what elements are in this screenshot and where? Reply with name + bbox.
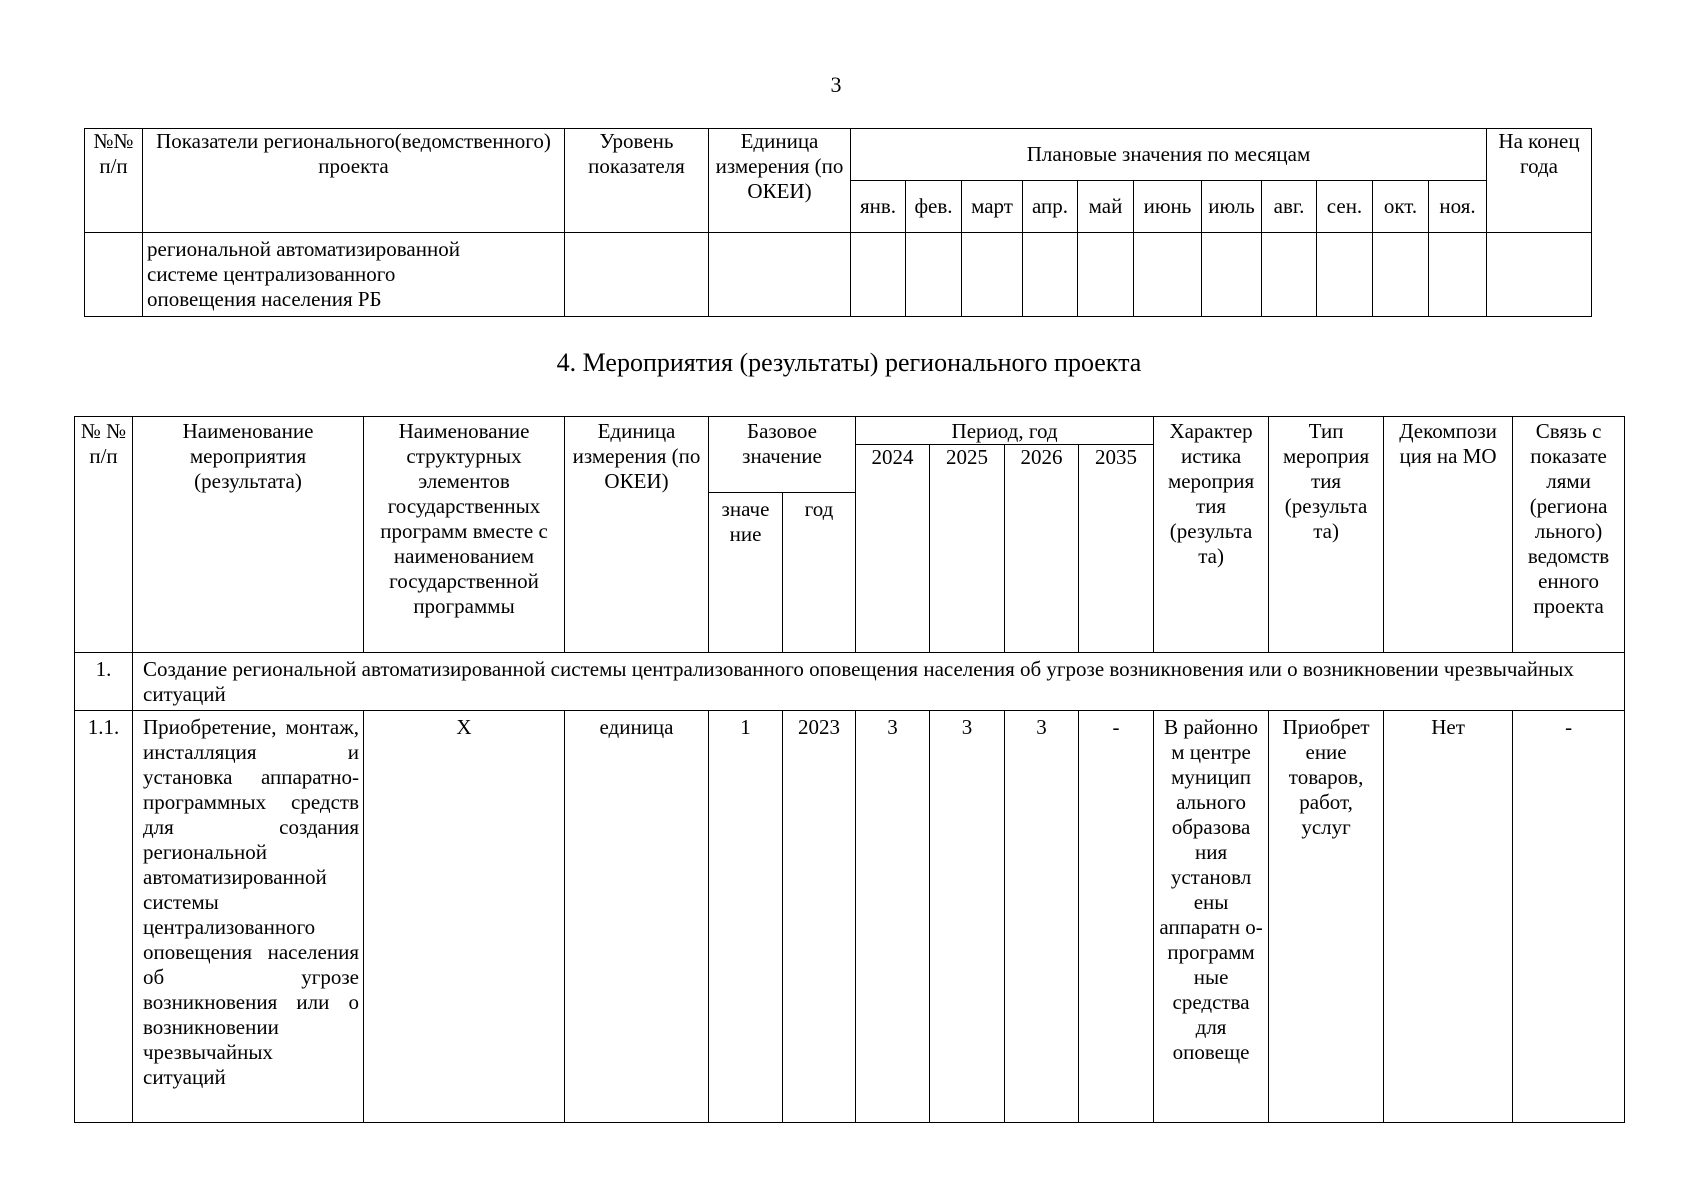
month-header: сен. bbox=[1317, 181, 1373, 233]
month-header: май bbox=[1078, 181, 1134, 233]
month-header: авг. bbox=[1262, 181, 1317, 233]
header-year: 2035 bbox=[1079, 445, 1154, 653]
month-header: июль bbox=[1202, 181, 1262, 233]
header-indicator: Показатели регионального(ведомственного) проекта bbox=[143, 129, 565, 233]
month-header: янв. bbox=[851, 181, 906, 233]
header-year: 2024 bbox=[856, 445, 930, 653]
section-text: Создание региональной автоматизированной системы централизованного оповещения населения об угрозе возникновения или о возникновении чрезвычайных ситуаций bbox=[133, 653, 1625, 711]
base-year-cell: 2023 bbox=[783, 711, 856, 1123]
unit-cell: единица bbox=[565, 711, 709, 1123]
row-num: 1.1. bbox=[75, 711, 133, 1123]
header-level: Уровень показателя bbox=[565, 129, 709, 233]
table-row bbox=[85, 233, 1592, 317]
header-structural: Наименование структурных элементов государственных программ вместе с наименованием государственной программы bbox=[364, 417, 565, 653]
section-row bbox=[75, 653, 1625, 711]
page-number: 3 bbox=[830, 72, 842, 97]
header-num: №№ п/п bbox=[85, 129, 143, 233]
type-cell: Приобрет ение товаров, работ, услуг bbox=[1269, 711, 1384, 1123]
header-name: Наименование мероприятия (результата) bbox=[133, 417, 364, 653]
activities-table bbox=[74, 416, 1625, 1123]
header-year: 2025 bbox=[930, 445, 1005, 653]
table-row bbox=[75, 711, 1625, 1123]
base-value-cell: 1 bbox=[709, 711, 783, 1123]
value-2025: 3 bbox=[930, 711, 1005, 1123]
indicator-cell: региональной автоматизированной системе централизованного оповещения населения РБ bbox=[143, 233, 565, 317]
month-header: ноя. bbox=[1429, 181, 1487, 233]
section-title: 4. Мероприятия (результаты) регионального проекта bbox=[556, 348, 1142, 377]
structural-cell: X bbox=[364, 711, 565, 1123]
value-2026: 3 bbox=[1005, 711, 1079, 1123]
month-header: апр. bbox=[1023, 181, 1078, 233]
header-num: № № п/п bbox=[75, 417, 133, 653]
month-header: март bbox=[962, 181, 1023, 233]
characteristic-cell: В районно м центре муницип ального образова ния установл ены аппаратн о-программ ные средства для оповеще bbox=[1154, 711, 1269, 1123]
header-year: 2026 bbox=[1005, 445, 1079, 653]
header-characteristic: Характер истика мероприя тия (результа та) bbox=[1154, 417, 1269, 653]
decomposition-cell: Нет bbox=[1384, 711, 1513, 1123]
header-link: Связь с показате лями (региона льного) ведомств енного проекта bbox=[1513, 417, 1625, 653]
month-header: июнь bbox=[1134, 181, 1202, 233]
month-header: окт. bbox=[1373, 181, 1429, 233]
link-cell: - bbox=[1513, 711, 1625, 1123]
header-plan: Плановые значения по месяцам bbox=[851, 129, 1487, 181]
header-year-end: На конец года bbox=[1487, 129, 1592, 233]
header-type: Тип мероприя тия (результа та) bbox=[1269, 417, 1384, 653]
header-period: Период, год bbox=[856, 417, 1154, 445]
month-header: фев. bbox=[906, 181, 962, 233]
header-unit: Единица измерения (по ОКЕИ) bbox=[565, 417, 709, 653]
header-decomposition: Декомпози ция на МО bbox=[1384, 417, 1513, 653]
section-num: 1. bbox=[75, 653, 133, 711]
value-2024: 3 bbox=[856, 711, 930, 1123]
header-base-year: год bbox=[783, 493, 856, 653]
header-unit: Единица измерения (по ОКЕИ) bbox=[709, 129, 851, 233]
indicator-table bbox=[84, 128, 1592, 317]
activity-name: Приобретение, монтаж, инсталляция и установка аппаратно-программных средств для создания региональной автоматизированной системы централизованного оповещения населения об угрозе возникновения или о возникновении чрезвычайных ситуаций bbox=[133, 711, 364, 1123]
value-2035: - bbox=[1079, 711, 1154, 1123]
header-base-value: значе ние bbox=[709, 493, 783, 653]
header-base: Базовое значение bbox=[709, 417, 856, 493]
